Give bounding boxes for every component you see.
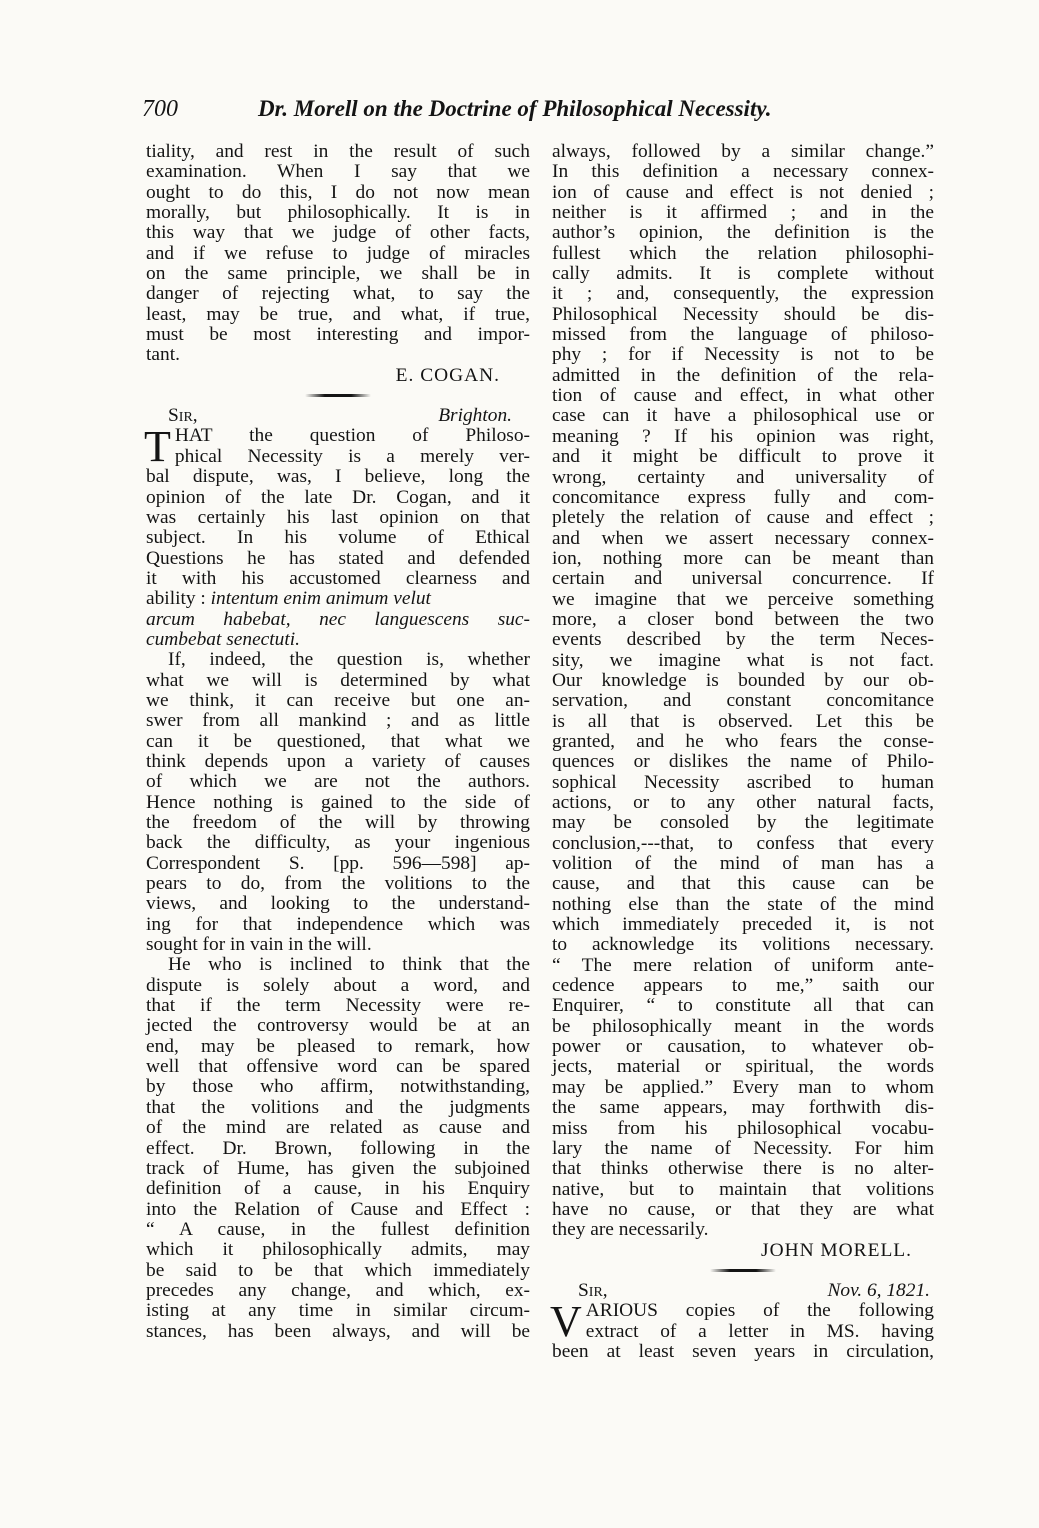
text-line: that if the term Necessity were re-: [146, 995, 530, 1017]
text-line: He who is inclined to think that the: [168, 954, 530, 976]
text-line: events described by the term Neces-: [552, 629, 934, 651]
text-line: think depends upon a variety of causes: [146, 750, 530, 772]
text-line: cally admits. It is complete without: [552, 263, 934, 285]
text-line: by those who affirm, notwithstanding,: [146, 1076, 530, 1098]
text-line: Questions he has stated and defended: [146, 547, 530, 569]
text-line: can it be questioned, that what we: [146, 730, 530, 752]
date-line: Nov. 6, 1821.: [827, 1279, 930, 1301]
text-line: definition of a cause, in his Enquiry: [146, 1178, 530, 1200]
text-line: been at least seven years in circulation,: [552, 1340, 934, 1362]
running-head: Dr. Morell on the Doctrine of Philosophical Necessity.: [258, 96, 772, 121]
place-line: Brighton.: [438, 405, 512, 427]
text-line: cedence appears to me,” saith our: [552, 975, 934, 997]
salutation: Sir,: [168, 405, 198, 427]
text-line: of the mind are related as cause and: [146, 1117, 530, 1139]
text-line: back the difficulty, as your ingenious: [146, 832, 530, 854]
text-line: In this definition a necessary connex-: [552, 161, 934, 183]
text-line: we imagine that we perceive something: [552, 588, 934, 610]
text-line: Correspondent S. [pp. 596—598] ap-: [146, 852, 530, 874]
text-line: morally, but philosophically. It is in: [146, 202, 530, 224]
text-line: volition of the mind of man has a: [552, 853, 934, 875]
text-line: pletely the relation of cause and effect ;: [552, 507, 934, 529]
signature-morell: JOHN MORELL.: [761, 1239, 912, 1261]
text-line: swer from all mankind ; and as little: [146, 710, 530, 732]
text-line: danger of rejecting what, to say the: [146, 283, 530, 305]
text-line: meaning ? If his opinion was right,: [552, 425, 934, 447]
text-line: Enquirer, “ to constitute all that can: [552, 995, 934, 1017]
text-line: that thinks otherwise there is no alter-: [552, 1158, 934, 1180]
text-line: ion, nothing more can be meant than: [552, 547, 934, 569]
text-line: this way that we judge of other facts,: [146, 222, 530, 244]
text-line: we think, it can receive but one an-: [146, 689, 530, 711]
text-line: granted, and he who fears the conse-: [552, 730, 934, 752]
text-line: is all that is observed. Let this be: [552, 710, 934, 732]
text-line: what we will is determined by what: [146, 669, 530, 691]
section-separator: [146, 386, 530, 406]
text-line: jected the controversy would be at an: [146, 1015, 530, 1037]
text-line: certain and universal concurrence. If: [552, 568, 934, 590]
text-line: effect. Dr. Brown, following in the: [146, 1137, 530, 1159]
text-line: sought for in vain in the will.: [146, 934, 372, 956]
text-line: examination. When I say that we: [146, 161, 530, 183]
text-line: end, may be pleased to remark, how: [146, 1035, 530, 1057]
text-line: which it philosophically admits, may: [146, 1239, 530, 1261]
text-line: into the Relation of Cause and Effect :: [146, 1198, 530, 1220]
left-column: [146, 142, 530, 1342]
text-line: nothing else than the state of the mind: [552, 893, 934, 915]
text-line: they are necessarily.: [552, 1219, 709, 1241]
text-line: sity, we imagine what is not fact.: [552, 649, 934, 671]
text-line: track of Hume, has given the subjoined: [146, 1157, 530, 1179]
salutation: Sir,: [578, 1279, 608, 1301]
text-line: bal dispute, was, I believe, long the: [146, 466, 530, 488]
paragraph: [144, 422, 530, 472]
text-line: concomitance express fully and com-: [552, 486, 934, 508]
text-line: actions, or to any other natural facts,: [552, 792, 934, 813]
text-line: and if we refuse to judge of miracles: [146, 242, 530, 264]
text-line: precedes any change, and which, ex-: [146, 1279, 530, 1301]
text-line: it with his accustomed clearness and: [146, 567, 530, 589]
text-line: wrong, certainty and universality of: [552, 466, 934, 488]
dateline: [146, 406, 530, 426]
text-line: “ A cause, in the fullest definition: [146, 1218, 530, 1240]
text-line: always, followed by a similar change.”: [552, 141, 934, 162]
text-line: views, and looking to the understand-: [146, 893, 530, 915]
text-line: miss from his philosophical vocabu-: [552, 1117, 934, 1139]
morell-letter-body: [552, 142, 934, 1220]
text-line: may be consoled by the legitimate: [552, 812, 934, 834]
text-line: have no cause, or that they are what: [552, 1198, 934, 1220]
signature-cogan: E. COGAN.: [395, 364, 500, 386]
text-line: on the same principle, we shall be in: [146, 263, 530, 285]
text-line: power or causation, to whatever ob-: [552, 1036, 934, 1058]
text-line: and when we assert necessary connex-: [552, 527, 934, 549]
latin-quote: intentum enim animum velut: [210, 588, 431, 610]
text-line: ought to do this, I do not now mean: [146, 181, 530, 203]
text-line: admitted in the definition of the rela-: [552, 364, 934, 386]
text-line: Hence nothing is gained to the side of: [146, 791, 530, 813]
text-line: tiality, and rest in the result of such: [146, 141, 530, 162]
text-line: If, indeed, the question is, whether: [168, 649, 530, 671]
text-line: and it might be difficult to prove it: [552, 446, 934, 468]
text-line: dispute is solely about a word, and: [146, 974, 530, 996]
text-line: may be applied.” Every man to whom: [552, 1076, 934, 1098]
text-line: fullest which the relation philosophi-: [552, 242, 934, 264]
text-fragment: ability :: [146, 588, 206, 610]
latin-quote: arcum habebat, nec languescens suc-: [146, 608, 530, 630]
text-line: missed from the language of philoso-: [552, 324, 934, 346]
text-line: Philosophical Necessity should be dis-: [552, 303, 934, 325]
text-line: be philosophically meant in the words: [552, 1015, 934, 1037]
text-line: phical Necessity is a merely ver-: [174, 445, 530, 467]
text-line: servation, and constant concomitance: [552, 690, 934, 712]
text-line: was certainly his last opinion on that: [146, 506, 530, 528]
text-line: Our knowledge is bounded by our ob-: [552, 669, 934, 691]
text-line: which immediately preceded it, is not: [552, 914, 934, 936]
text-line: the freedom of the will by throwing: [146, 812, 530, 833]
text-line: to acknowledge its volitions necessary.: [552, 934, 934, 956]
text-line: neither is it affirmed ; and in the: [552, 202, 934, 224]
page-number: 700: [142, 96, 178, 122]
text-line: more, a closer bond between the two: [552, 608, 934, 630]
text-line: pears to do, from the volitions to the: [146, 873, 530, 895]
section-separator: [552, 1261, 934, 1281]
drop-cap: T: [144, 422, 171, 472]
text-line: ing for that independence which was: [146, 913, 530, 935]
text-line: HAT the question of Philoso-: [174, 425, 530, 447]
latin-quote: cumbebat senectuti.: [146, 628, 300, 650]
text-line: sophical Necessity ascribed to human: [552, 771, 934, 793]
text-line: ARIOUS copies of the following: [585, 1300, 934, 1322]
text-line: native, but to maintain that volitions: [552, 1178, 934, 1200]
text-line: isting at any time in similar circum-: [146, 1300, 530, 1322]
right-column: [552, 142, 934, 1362]
text-line: extract of a letter in MS. having: [585, 1320, 934, 1342]
drop-cap: V: [550, 1297, 582, 1347]
text-line: lary the name of Necessity. For him: [552, 1137, 934, 1159]
text-line: well that offensive word can be spared: [146, 1056, 530, 1078]
text-line: that the volitions and the judgments: [146, 1096, 530, 1118]
text-line: case can it have a philosophical use or: [552, 405, 934, 427]
text-line: be said to be that which immediately: [146, 1259, 530, 1281]
paragraph: [550, 1297, 934, 1347]
text-line: ion of cause and effect is not denied ;: [552, 181, 934, 203]
text-line: “ The mere relation of uniform ante-: [552, 954, 934, 976]
cogan-letter-tail: [146, 142, 530, 386]
text-line: least, may be true, and what, if true,: [146, 303, 530, 325]
text-line: the same appears, may forthwith dis-: [552, 1097, 934, 1119]
text-line: cause, and that this cause can be: [552, 873, 934, 895]
text-line: conclusion,---that, to confess that every: [552, 832, 934, 854]
text-line: author’s opinion, the definition is the: [552, 222, 934, 244]
text-line: stances, has been always, and will be: [146, 1320, 530, 1342]
dateline: [552, 1281, 934, 1301]
text-line: phy ; for if Necessity is not to be: [552, 344, 934, 366]
text-line: [146, 589, 530, 609]
text-line: tant.: [146, 344, 180, 366]
text-line: opinion of the late Dr. Cogan, and it: [146, 486, 530, 508]
text-line: must be most interesting and impor-: [146, 324, 530, 346]
text-line: of which we are not the authors.: [146, 771, 530, 793]
text-line: jects, material or spiritual, the words: [552, 1056, 934, 1078]
text-line: subject. In his volume of Ethical: [146, 527, 530, 549]
text-line: quences or dislikes the name of Philo-: [552, 751, 934, 773]
text-line: tion of cause and effect, in what other: [552, 385, 934, 407]
text-line: it ; and, consequently, the expression: [552, 283, 934, 305]
